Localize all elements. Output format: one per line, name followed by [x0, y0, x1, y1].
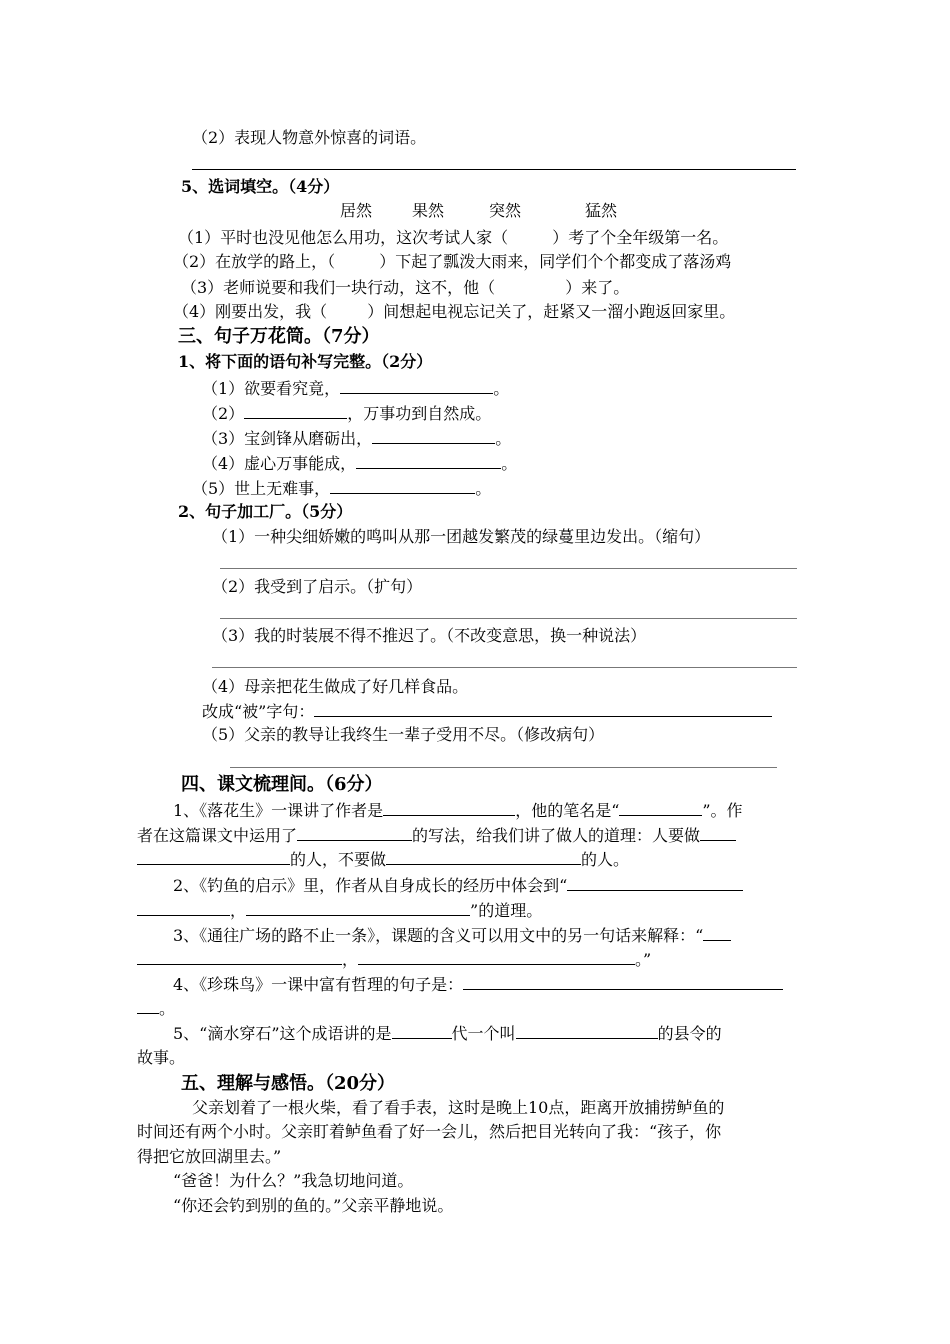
s4-q1-line1: 1、《落花生》一课讲了作者是 ，他的笔名是“ ”。作 [173, 801, 743, 820]
section-5-title: 五、理解与感悟。（20分） [181, 1073, 396, 1094]
passage-line: 得把它放回湖里去。” [137, 1147, 282, 1166]
q5-s2: （2）在放学的路上，（ ）下起了瓢泼大雨来，同学们个个都变成了落汤鸡 [173, 252, 732, 271]
blank[interactable] [137, 900, 230, 916]
blank[interactable] [137, 849, 290, 865]
s3-q2-l4b: 改成“被”字句： [202, 701, 772, 722]
section-3-title: 三、句子万花筒。（7分） [178, 326, 380, 347]
section-4-title: 四、课文梳理间。（6分） [181, 774, 383, 795]
blank[interactable] [700, 825, 736, 841]
s4-q5-line1: 5、“滴水穿石”这个成语讲的是 代一个叫 的县令的 [173, 1024, 722, 1043]
answer-line[interactable] [230, 767, 777, 768]
s3-q2-l3: （3）我的时装展不得不推迟了。（不改变意思，换一种说法） [212, 626, 647, 645]
blank[interactable] [463, 974, 783, 990]
blank[interactable] [619, 800, 702, 816]
word: 猛然 [585, 201, 618, 220]
s4-q5-line2: 故事。 [137, 1048, 186, 1067]
s3-q1-l4: （4）虚心万事能成， 。 [202, 454, 518, 473]
blank[interactable] [516, 1023, 658, 1039]
s3-q1-l3: （3）宝剑锋从磨砺出， 。 [202, 429, 512, 448]
blank[interactable] [244, 403, 347, 419]
passage-line: 父亲划着了一根火柴，看了看手表，这时是晚上10点，距离开放捕捞鲈鱼的 [192, 1098, 725, 1117]
answer-line[interactable] [192, 169, 796, 170]
word: 突然 [489, 201, 522, 220]
q5-title: 5、选词填空。（4分） [181, 177, 340, 196]
s3-q2-l4: （4）母亲把花生做成了好几样食品。 [202, 677, 469, 696]
blank[interactable] [330, 478, 475, 494]
s4-q4-line2: 。 [137, 998, 175, 1019]
q4-2-prompt: （2）表现人物意外惊喜的词语。 [192, 128, 427, 147]
s4-q3-line1: 3、《通往广场的路不止一条》，课题的含义可以用文中的另一句话来解释：“ [173, 925, 731, 946]
s4-q4-line1: 4、《珍珠鸟》一课中富有哲理的句子是： [173, 974, 783, 995]
s4-q2-line1: 2、《钓鱼的启示》里，作者从自身成长的经历中体会到“ [173, 875, 743, 896]
blank[interactable] [383, 800, 515, 816]
s4-q2-line2: ， ”的道理。 [137, 900, 542, 921]
blank[interactable] [358, 949, 635, 965]
word-bank [340, 201, 617, 221]
blank[interactable] [297, 825, 412, 841]
s3-q2-l2: （2）我受到了启示。（扩句） [212, 577, 423, 596]
answer-line[interactable] [220, 618, 797, 619]
q5-s3: （3）老师说要和我们一块行动，这不，他（ ）来了。 [181, 278, 630, 297]
q5-s4: （4）刚要出发，我（ ）间想起电视忘记关了，赶紧又一溜小跑返回家里。 [173, 302, 736, 321]
word: 居然 [340, 201, 373, 220]
blank[interactable] [392, 1023, 452, 1039]
q5-s1: （1）平时也没见他怎么用功，这次考试人家（ ）考了个全年级第一名。 [178, 228, 729, 247]
blank[interactable] [340, 378, 493, 394]
s3-q1-l5: （5）世上无难事， 。 [192, 479, 492, 498]
blank[interactable] [703, 925, 731, 941]
s3-q1-l1: （1）欲要看究竟， 。 [202, 379, 510, 398]
blank[interactable] [356, 453, 501, 469]
blank[interactable] [137, 998, 159, 1014]
s3-q2-title: 2、句子加工厂。（5分） [178, 502, 353, 521]
passage-line: 时间还有两个小时。父亲盯着鲈鱼看了好一会儿，然后把目光转向了我：“孩子，你 [137, 1122, 722, 1141]
passage-line: “你还会钓到别的鱼的。”父亲平静地说。 [173, 1196, 454, 1215]
s3-q2-l5: （5）父亲的教导让我终生一辈子受用不尽。（修改病句） [202, 725, 605, 744]
blank[interactable] [137, 949, 342, 965]
s4-q1-line2: 者在这篇课文中运用了 的写法，给我们讲了做人的道理：人要做 [137, 825, 736, 846]
blank[interactable] [386, 849, 581, 865]
passage-line: “爸爸！为什么？”我急切地问道。 [173, 1171, 414, 1190]
blank[interactable] [246, 900, 470, 916]
s4-q1-line3: 的人，不要做 的人。 [137, 849, 629, 870]
s4-q3-line2: ， 。” [137, 949, 651, 970]
answer-line[interactable] [220, 568, 797, 569]
s3-q1-title: 1、将下面的语句补写完整。（2分） [178, 352, 433, 371]
answer-line[interactable] [212, 667, 797, 668]
blank[interactable] [372, 428, 495, 444]
s3-q1-l2: （2） ，万事功到自然成。 [202, 404, 492, 423]
blank[interactable] [567, 875, 743, 891]
blank[interactable] [314, 701, 772, 717]
s3-q2-l1: （1）一种尖细娇嫩的鸣叫从那一团越发繁茂的绿蔓里边发出。（缩句） [212, 527, 711, 546]
word: 果然 [412, 201, 445, 220]
